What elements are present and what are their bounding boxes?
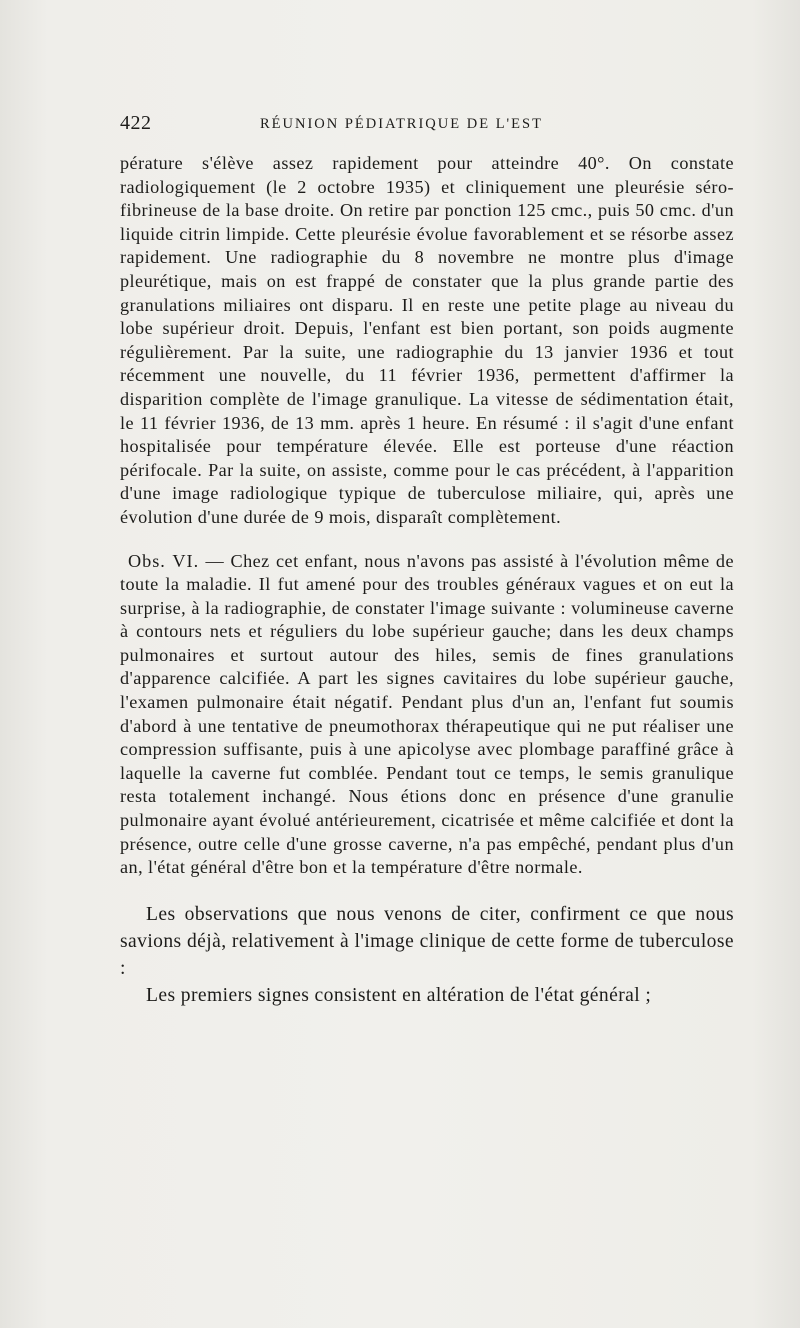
body-text xyxy=(120,152,734,1009)
paragraph-case-summary: pérature s'élève assez rapidement pour atteindre 40°. On constate radiologiquement (le 2 octobre 1935) et cliniquement une pleurésie séro-fibrineuse de la base droite. On retire par ponction 125 cmc., puis 50 cmc. d'un liquide citrin limpide. Cette pleurésie évolue favorablement et se résorbe assez rapidement. Une radiographie du 8 novembre ne montre plus d'image pleurétique, mais on est frappé de constater que la plus grande partie des granulations miliaires ont disparu. Il en reste une petite plage au niveau du lobe supérieur droit. Depuis, l'enfant est bien portant, son poids augmente régulièrement. Par la suite, une radiographie du 13 janvier 1936 et tout récemment une nouvelle, du 11 février 1936, permettent d'affirmer la disparition complète de l'image granulique. La vitesse de sédimentation était, le 11 février 1936, de 13 mm. après 1 heure. En résumé : il s'agit d'une enfant hospitalisée pour température élevée. Elle est porteuse d'une réaction périfocale. Par la suite, on assiste, comme pour le cas précédent, à l'apparition d'une image radiologique typique de tuberculose miliaire, qui, après une évolution d'une durée de 9 mois, disparaît complètement. xyxy=(120,153,734,527)
observation-label: Obs. VI. xyxy=(128,550,200,571)
paragraph-conclusion: Les observations que nous venons de citer, confirment ce que nous savions déjà, relativement à l'image clinique de cette forme de tuberculose : xyxy=(120,903,734,979)
page-number: 422 xyxy=(120,112,152,134)
page-header xyxy=(120,112,734,142)
paragraph-first-signs: Les premiers signes consistent en altération de l'état général ; xyxy=(146,984,652,1006)
observation-text: — Chez cet enfant, nous n'avons pas assisté à l'évolution même de toute la maladie. Il fut amené pour des troubles généraux vagues et on eut la surprise, à la radiographie, de constater l'image suivante : volumineuse caverne à contours nets et réguliers du lobe supérieur gauche; dans les deux champs pulmonaires et surtout autour des hiles, semis de fines granulations d'apparence calcifiée. A part les signes cavitaires du lobe supérieur gauche, l'examen pulmonaire était négatif. Pendant plus d'un an, l'enfant fut soumis d'abord à une tentative de pneumothorax thérapeutique qui ne put réaliser une compression suffisante, puis à une apicolyse avec plombage paraffiné grâce à laquelle la caverne fut comblée. Pendant tout ce temps, le semis granulique resta totalement inchangé. Nous étions donc en présence d'une granulie pulmonaire ayant évolué antérieurement, cicatrisée et même calcifiée et dont la présence, outre celle d'une grosse caverne, n'a pas empêché, pendant plus d'un an, l'état général d'être bon et la température d'être normale. xyxy=(120,550,735,878)
paragraph-observation-vi xyxy=(120,550,734,880)
running-head: RÉUNION PÉDIATRIQUE DE L'EST xyxy=(260,116,543,132)
